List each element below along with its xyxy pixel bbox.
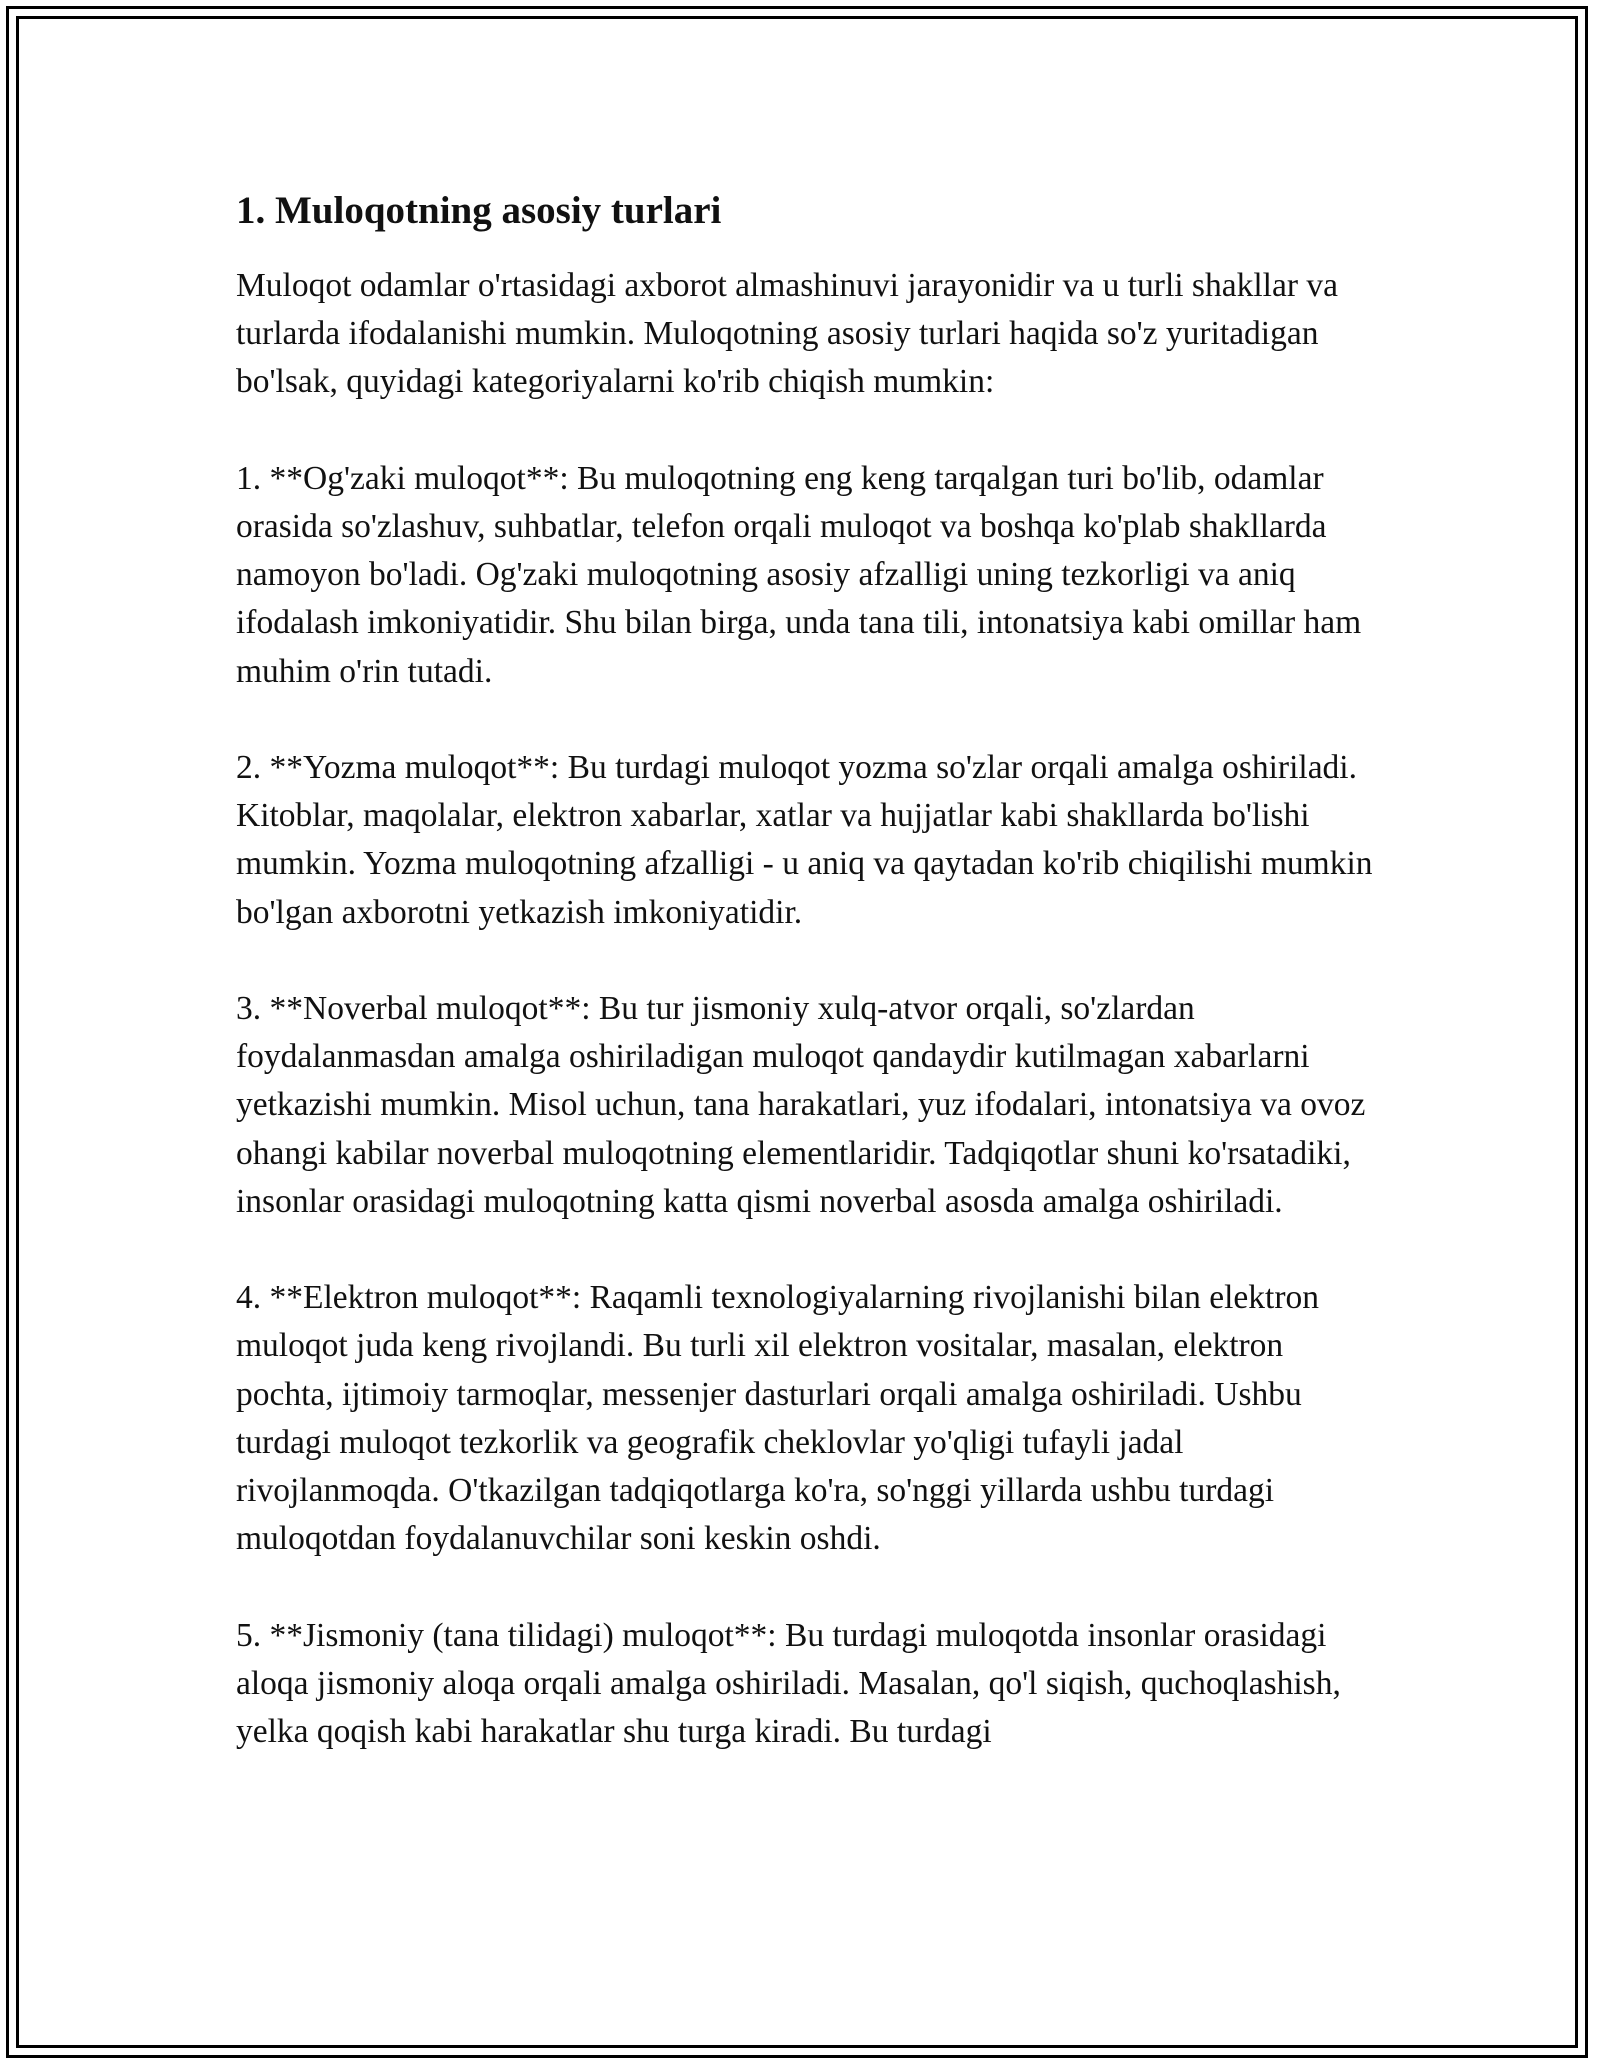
paragraph-oral-communication: 1. **Og'zaki muloqot**: Bu muloqotning eng keng tarqalgan turi bo'lib, odamlar orasida so'zlashuv, suhbatlar, telefon orqali muloqot va boshqa ko'plab shakllarda namoyon bo'ladi. Og'zaki muloqotning asosiy afzalligi uning tezkorligi va aniq ifodalash imkoniyatidir. Shu bilan birga, unda tana tili, intonatsiya kabi omillar ham muhim o'rin tutadi. xyxy=(236,459,1362,690)
paragraph-nonverbal-communication: 3. **Noverbal muloqot**: Bu tur jismoniy xulq-atvor orqali, so'zlardan foydalanmasdan amalga oshiriladigan muloqot qandaydir kutilmagan xabarlarni yetkazishi mumkin. Misol uchun, tana harakatlari, yuz ifodalari, intonatsiya va ovoz ohangi kabilar noverbal muloqotning elementlaridir. Tadqiqotlar shuni ko'rsatadiki, insonlar orasidagi muloqotning katta qismi noverbal asosda amalga oshiriladi. xyxy=(236,990,1366,1220)
section-heading: 1. Muloqotning asosiy turlari xyxy=(236,189,722,232)
paragraph-written-communication: 2. **Yozma muloqot**: Bu turdagi muloqot yozma so'zlar orqali amalga oshiriladi. Kitoblar, maqolalar, elektron xabarlar, xatlar va hujjatlar kabi shakllarda bo'lishi mumkin. Yozma muloqotning afzalligi - u aniq va qaytadan ko'rib chiqilishi mumkin bo'lgan axborotni yetkazish imkoniyatidir. xyxy=(236,749,1373,931)
paragraph-physical-communication: 5. **Jismoniy (tana tilidagi) muloqot**: Bu turdagi muloqotda insonlar orasidagi aloqa jismoniy aloqa orqali amalga oshiriladi. Masalan, qo'l siqish, quchoqlashish, yelka qoqish kabi harakatlar shu turga kiradi. Bu turdagi xyxy=(236,1616,1341,1751)
paragraph-electronic-communication: 4. **Elektron muloqot**: Raqamli texnologiyalarning rivojlanishi bilan elektron muloqot juda keng rivojlandi. Bu turli xil elektron vositalar, masalan, elektron pochta, ijtimoiy tarmoqlar, messenjer dasturlari orqali amalga oshiriladi. Ushbu turdagi muloqot tezkorlik va geografik cheklovlar yo'qligi tufayli jadal rivojlanmoqda. O'tkazilgan tadqiqotlarga ko'ra, so'nggi yillarda ushbu turdagi muloqotdan foydalanuvchilar soni keskin oshdi. xyxy=(236,1279,1319,1558)
paragraph-intro: Muloqot odamlar o'rtasidagi axborot almashinuvi jarayonidir va u turli shakllar va turlarda ifodalanishi mumkin. Muloqotning asosiy turlari haqida so'z yuritadigan bo'lsak, quyidagi kategoriyalarni ko'rib chiqish mumkin: xyxy=(236,267,1338,401)
document-body xyxy=(236,186,1376,1756)
